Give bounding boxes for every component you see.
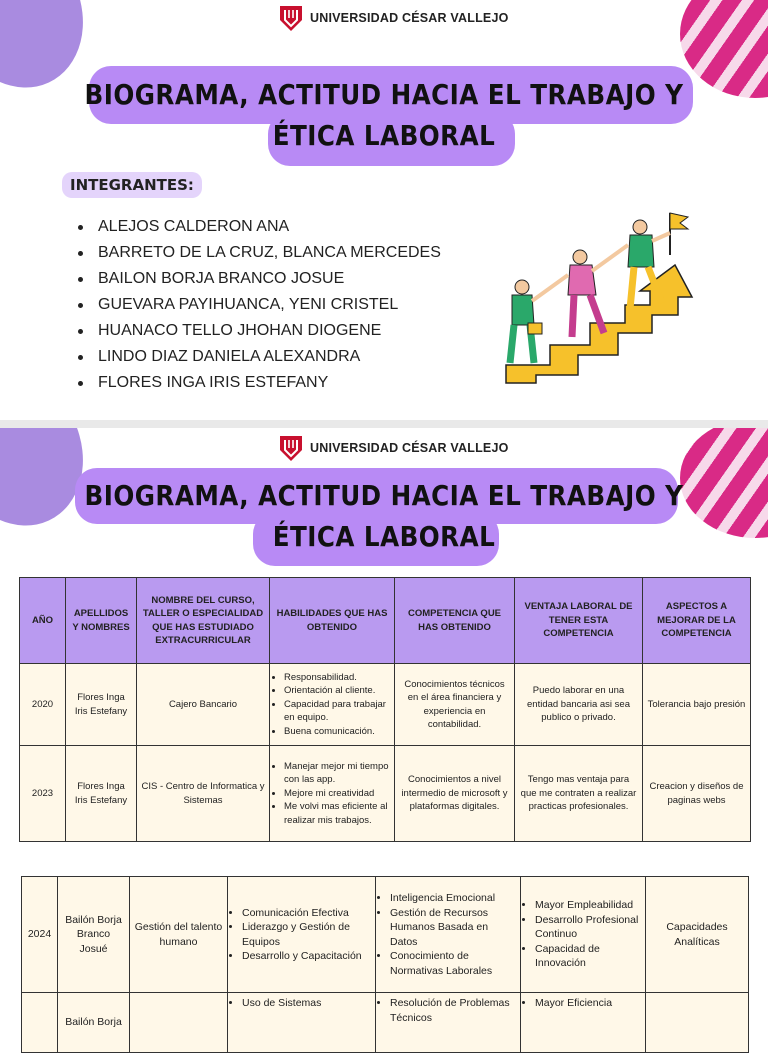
- list-item: GUEVARA PAYIHUANCA, YENI CRISTEL: [72, 292, 441, 318]
- cell-advantage: Tengo mas ventaja para que me contraten a realizar practicas profesionales.: [515, 746, 643, 842]
- cell-improve: Tolerancia bajo presión: [643, 664, 751, 746]
- cell-improve: Creacion y diseños de paginas webs: [643, 746, 751, 842]
- header-name: APELLIDOS Y NOMBRES: [66, 578, 137, 664]
- cell-year: 2024: [22, 877, 58, 993]
- cell-skills: [270, 746, 395, 842]
- table-row: [22, 993, 749, 1053]
- cell-skills: [270, 664, 395, 746]
- cell-course: Cajero Bancario: [137, 664, 270, 746]
- biogram-table-1: [19, 577, 751, 842]
- biogram-table-2: [21, 876, 749, 1053]
- header-improve: ASPECTOS A MEJORAR DE LA COMPETENCIA: [643, 578, 751, 664]
- list-item: • Mayor Empleabilidad: [535, 898, 641, 913]
- title-line-2: ÉTICA LABORAL: [272, 119, 496, 152]
- header-year: AÑO: [20, 578, 66, 664]
- list-item: • Inteligencia Emocional: [390, 891, 516, 906]
- list-item: • Desarrollo y Capacitación: [242, 949, 371, 964]
- table-row: [22, 877, 749, 993]
- header-advantage: VENTAJA LABORAL DE TENER ESTA COMPETENCIA: [515, 578, 643, 664]
- cell-competence: [376, 993, 521, 1053]
- ucv-logo-icon: [278, 434, 304, 462]
- cell-improve: [646, 993, 749, 1053]
- members-heading: INTEGRANTES:: [62, 172, 202, 198]
- cell-course: Gestión del talento humano: [130, 877, 228, 993]
- university-logo: [278, 434, 509, 462]
- table-row: [20, 746, 751, 842]
- university-name: UNIVERSIDAD CÉSAR VALLEJO: [310, 441, 509, 455]
- cell-course: CIS - Centro de Informatica y Sistemas: [137, 746, 270, 842]
- title-line-1: BIOGRAMA, ACTITUD HACIA EL TRABAJO Y: [84, 479, 684, 512]
- cell-advantage: [521, 877, 646, 993]
- header-course: NOMBRE DEL CURSO, TALLER O ESPECIALIDAD QUE HAS ESTUDIADO EXTRACURRICULAR: [137, 578, 270, 664]
- ucv-logo-icon: [278, 4, 304, 32]
- list-item: • Manejar mejor mi tiempo con las app.: [284, 760, 390, 787]
- list-item: • Responsabilidad.: [284, 671, 390, 685]
- cell-name: Flores Inga Iris Estefany: [66, 746, 137, 842]
- list-item: • Conocimiento de Normativas Laborales: [390, 949, 516, 978]
- members-list: [72, 214, 441, 396]
- list-item: • Orientación al cliente.: [284, 684, 390, 698]
- list-item: • Mejore mi creatividad: [284, 787, 390, 801]
- cell-skills: [228, 993, 376, 1053]
- cell-skills: [228, 877, 376, 993]
- cell-advantage: [521, 993, 646, 1053]
- list-item: HUANACO TELLO JHOHAN DIOGENE: [72, 318, 441, 344]
- cell-advantage: Puedo laborar en una entidad bancaria asi sea publico o privado.: [515, 664, 643, 746]
- list-item: • Gestión de Recursos Humanos Basada en Datos: [390, 906, 516, 950]
- list-item: • Resolución de Problemas Técnicos: [390, 996, 516, 1025]
- header-competence: COMPETENCIA QUE HAS OBTENIDO: [395, 578, 515, 664]
- slide-1: [0, 0, 768, 420]
- list-item: BARRETO DE LA CRUZ, BLANCA MERCEDES: [72, 240, 441, 266]
- list-item: • Capacidad para trabajar en equipo.: [284, 698, 390, 725]
- university-logo: [278, 4, 509, 32]
- cell-year: 2023: [20, 746, 66, 842]
- title-line-1: BIOGRAMA, ACTITUD HACIA EL TRABAJO Y: [84, 78, 684, 111]
- cell-course: [130, 993, 228, 1053]
- cell-name: Bailón Borja: [58, 993, 130, 1053]
- cell-year: [22, 993, 58, 1053]
- cell-name: Bailón Borja Branco Josué: [58, 877, 130, 993]
- table-header-row: [20, 578, 751, 664]
- list-item: ALEJOS CALDERON ANA: [72, 214, 441, 240]
- header-skills: HABILIDADES QUE HAS OBTENIDO: [270, 578, 395, 664]
- list-item: LINDO DIAZ DANIELA ALEXANDRA: [72, 344, 441, 370]
- list-item: • Comunicación Efectiva: [242, 906, 371, 921]
- list-item: BAILON BORJA BRANCO JOSUE: [72, 266, 441, 292]
- list-item: • Capacidad de Innovación: [535, 942, 641, 971]
- table-row: [20, 664, 751, 746]
- cell-competence: Conocimientos a nivel intermedio de microsoft y plataformas digitales.: [395, 746, 515, 842]
- list-item: • Uso de Sistemas: [242, 996, 371, 1011]
- page-separator: [0, 420, 768, 428]
- list-item: • Buena comunicación.: [284, 725, 390, 739]
- cell-improve: Capacidades Analíticas: [646, 877, 749, 993]
- cell-year: 2020: [20, 664, 66, 746]
- cell-competence: Conocimientos técnicos en el área financiera y experiencia en contabilidad.: [395, 664, 515, 746]
- title-line-2: ÉTICA LABORAL: [272, 520, 496, 553]
- list-item: • Mayor Eficiencia: [535, 996, 641, 1011]
- list-item: • Liderazgo y Gestión de Equipos: [242, 920, 371, 949]
- teamwork-climbing-illustration: [500, 205, 700, 390]
- list-item: FLORES INGA IRIS ESTEFANY: [72, 370, 441, 396]
- list-item: • Desarrollo Profesional Continuo: [535, 913, 641, 942]
- university-name: UNIVERSIDAD CÉSAR VALLEJO: [310, 11, 509, 25]
- cell-name: Flores Inga Iris Estefany: [66, 664, 137, 746]
- cell-competence: [376, 877, 521, 993]
- list-item: • Me volvi mas eficiente al realizar mis trabajos.: [284, 800, 390, 827]
